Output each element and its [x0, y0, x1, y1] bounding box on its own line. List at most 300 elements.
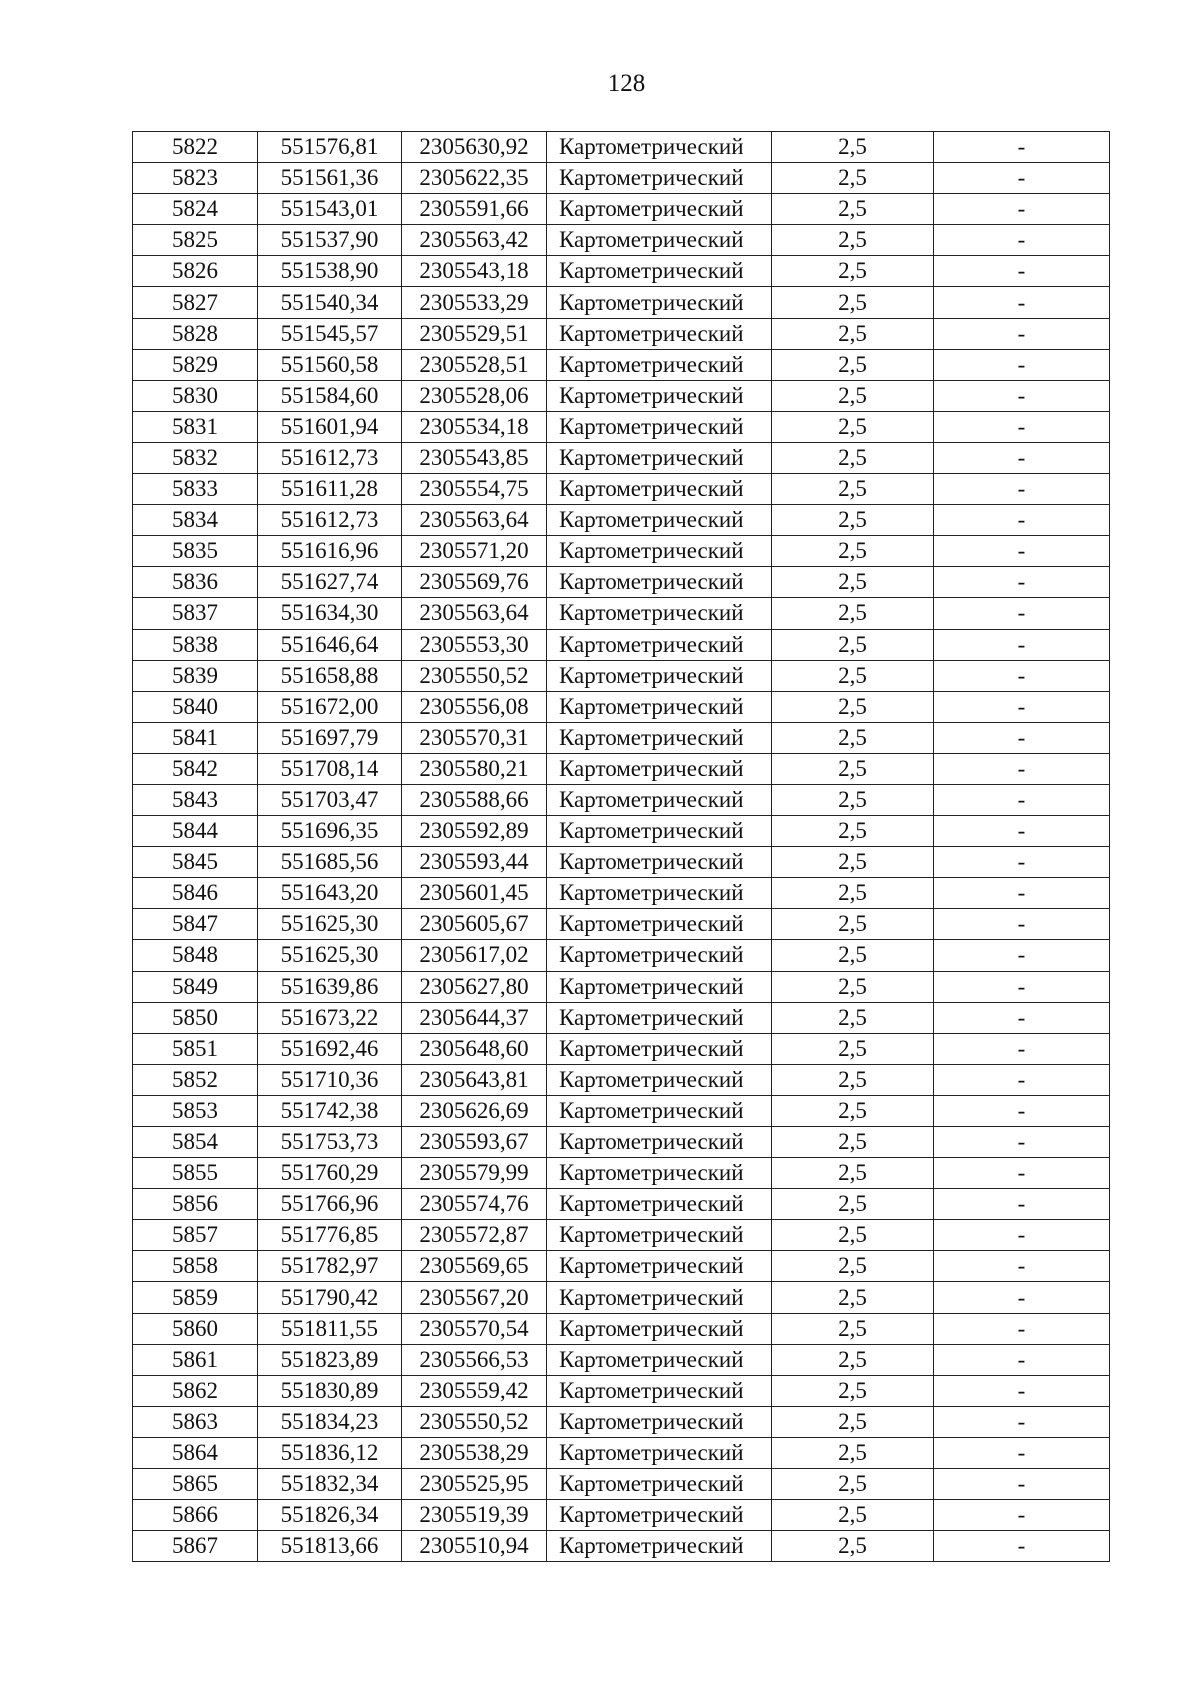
- method-cell: Картометрический: [547, 1220, 772, 1251]
- accuracy-cell: 2,5: [772, 847, 934, 878]
- y-coordinate-cell: 2305622,35: [402, 163, 547, 194]
- table-row: [133, 1189, 1110, 1220]
- point-number-cell: 5833: [133, 474, 258, 505]
- accuracy-cell: 2,5: [772, 163, 934, 194]
- note-cell: -: [934, 722, 1110, 753]
- accuracy-cell: 2,5: [772, 816, 934, 847]
- method-cell: Картометрический: [547, 1033, 772, 1064]
- y-coordinate-cell: 2305644,37: [402, 1002, 547, 1033]
- table-row: [133, 847, 1110, 878]
- accuracy-cell: 2,5: [772, 1189, 934, 1220]
- accuracy-cell: 2,5: [772, 1375, 934, 1406]
- x-coordinate-cell: 551703,47: [258, 784, 402, 815]
- point-number-cell: 5827: [133, 287, 258, 318]
- point-number-cell: 5855: [133, 1158, 258, 1189]
- x-coordinate-cell: 551612,73: [258, 442, 402, 473]
- point-number-cell: 5862: [133, 1375, 258, 1406]
- y-coordinate-cell: 2305525,95: [402, 1469, 547, 1500]
- point-number-cell: 5832: [133, 442, 258, 473]
- table-row: [133, 256, 1110, 287]
- note-cell: -: [934, 194, 1110, 225]
- y-coordinate-cell: 2305569,65: [402, 1251, 547, 1282]
- y-coordinate-cell: 2305566,53: [402, 1344, 547, 1375]
- y-coordinate-cell: 2305572,87: [402, 1220, 547, 1251]
- y-coordinate-cell: 2305538,29: [402, 1437, 547, 1468]
- note-cell: -: [934, 349, 1110, 380]
- accuracy-cell: 2,5: [772, 1344, 934, 1375]
- point-number-cell: 5831: [133, 411, 258, 442]
- x-coordinate-cell: 551811,55: [258, 1313, 402, 1344]
- table-row: [133, 1344, 1110, 1375]
- table-row: [133, 349, 1110, 380]
- x-coordinate-cell: 551543,01: [258, 194, 402, 225]
- x-coordinate-cell: 551538,90: [258, 256, 402, 287]
- x-coordinate-cell: 551782,97: [258, 1251, 402, 1282]
- accuracy-cell: 2,5: [772, 1531, 934, 1562]
- method-cell: Картометрический: [547, 256, 772, 287]
- method-cell: Картометрический: [547, 1313, 772, 1344]
- method-cell: Картометрический: [547, 971, 772, 1002]
- point-number-cell: 5834: [133, 505, 258, 536]
- point-number-cell: 5826: [133, 256, 258, 287]
- table-row: [133, 1469, 1110, 1500]
- note-cell: -: [934, 411, 1110, 442]
- table-row: [133, 753, 1110, 784]
- x-coordinate-cell: 551834,23: [258, 1406, 402, 1437]
- accuracy-cell: 2,5: [772, 318, 934, 349]
- point-number-cell: 5846: [133, 878, 258, 909]
- y-coordinate-cell: 2305563,64: [402, 505, 547, 536]
- y-coordinate-cell: 2305554,75: [402, 474, 547, 505]
- table-row: [133, 1251, 1110, 1282]
- note-cell: -: [934, 1406, 1110, 1437]
- accuracy-cell: 2,5: [772, 380, 934, 411]
- y-coordinate-cell: 2305528,51: [402, 349, 547, 380]
- table-row: [133, 505, 1110, 536]
- point-number-cell: 5845: [133, 847, 258, 878]
- note-cell: -: [934, 784, 1110, 815]
- y-coordinate-cell: 2305519,39: [402, 1500, 547, 1531]
- method-cell: Картометрический: [547, 1437, 772, 1468]
- x-coordinate-cell: 551685,56: [258, 847, 402, 878]
- table-row: [133, 784, 1110, 815]
- y-coordinate-cell: 2305528,06: [402, 380, 547, 411]
- accuracy-cell: 2,5: [772, 1282, 934, 1313]
- point-number-cell: 5851: [133, 1033, 258, 1064]
- point-number-cell: 5865: [133, 1469, 258, 1500]
- note-cell: -: [934, 1064, 1110, 1095]
- table-row: [133, 816, 1110, 847]
- method-cell: Картометрический: [547, 318, 772, 349]
- point-number-cell: 5853: [133, 1095, 258, 1126]
- table-row: [133, 287, 1110, 318]
- note-cell: -: [934, 1437, 1110, 1468]
- method-cell: Картометрический: [547, 722, 772, 753]
- x-coordinate-cell: 551639,86: [258, 971, 402, 1002]
- point-number-cell: 5829: [133, 349, 258, 380]
- x-coordinate-cell: 551545,57: [258, 318, 402, 349]
- method-cell: Картометрический: [547, 1002, 772, 1033]
- y-coordinate-cell: 2305593,67: [402, 1127, 547, 1158]
- point-number-cell: 5837: [133, 598, 258, 629]
- y-coordinate-cell: 2305617,02: [402, 940, 547, 971]
- method-cell: Картометрический: [547, 380, 772, 411]
- note-cell: -: [934, 1127, 1110, 1158]
- accuracy-cell: 2,5: [772, 225, 934, 256]
- y-coordinate-cell: 2305592,89: [402, 816, 547, 847]
- method-cell: Картометрический: [547, 1406, 772, 1437]
- table-row: [133, 318, 1110, 349]
- y-coordinate-cell: 2305630,92: [402, 132, 547, 163]
- y-coordinate-cell: 2305593,44: [402, 847, 547, 878]
- y-coordinate-cell: 2305550,52: [402, 660, 547, 691]
- y-coordinate-cell: 2305588,66: [402, 784, 547, 815]
- y-coordinate-cell: 2305563,64: [402, 598, 547, 629]
- point-number-cell: 5843: [133, 784, 258, 815]
- method-cell: Картометрический: [547, 1064, 772, 1095]
- accuracy-cell: 2,5: [772, 753, 934, 784]
- accuracy-cell: 2,5: [772, 784, 934, 815]
- note-cell: -: [934, 1282, 1110, 1313]
- y-coordinate-cell: 2305648,60: [402, 1033, 547, 1064]
- x-coordinate-cell: 551823,89: [258, 1344, 402, 1375]
- accuracy-cell: 2,5: [772, 536, 934, 567]
- point-number-cell: 5841: [133, 722, 258, 753]
- accuracy-cell: 2,5: [772, 442, 934, 473]
- y-coordinate-cell: 2305543,18: [402, 256, 547, 287]
- point-number-cell: 5842: [133, 753, 258, 784]
- point-number-cell: 5848: [133, 940, 258, 971]
- point-number-cell: 5838: [133, 629, 258, 660]
- table-row: [133, 225, 1110, 256]
- accuracy-cell: 2,5: [772, 971, 934, 1002]
- accuracy-cell: 2,5: [772, 1469, 934, 1500]
- accuracy-cell: 2,5: [772, 629, 934, 660]
- method-cell: Картометрический: [547, 1158, 772, 1189]
- x-coordinate-cell: 551627,74: [258, 567, 402, 598]
- accuracy-cell: 2,5: [772, 940, 934, 971]
- table-row: [133, 909, 1110, 940]
- y-coordinate-cell: 2305601,45: [402, 878, 547, 909]
- table-row: [133, 1500, 1110, 1531]
- point-number-cell: 5858: [133, 1251, 258, 1282]
- y-coordinate-cell: 2305579,99: [402, 1158, 547, 1189]
- x-coordinate-cell: 551560,58: [258, 349, 402, 380]
- note-cell: -: [934, 1189, 1110, 1220]
- accuracy-cell: 2,5: [772, 878, 934, 909]
- table-row: [133, 1406, 1110, 1437]
- y-coordinate-cell: 2305580,21: [402, 753, 547, 784]
- table-row: [133, 163, 1110, 194]
- x-coordinate-cell: 551646,64: [258, 629, 402, 660]
- note-cell: -: [934, 660, 1110, 691]
- method-cell: Картометрический: [547, 878, 772, 909]
- point-number-cell: 5823: [133, 163, 258, 194]
- table-row: [133, 1282, 1110, 1313]
- method-cell: Картометрический: [547, 1282, 772, 1313]
- y-coordinate-cell: 2305570,31: [402, 722, 547, 753]
- accuracy-cell: 2,5: [772, 1064, 934, 1095]
- method-cell: Картометрический: [547, 784, 772, 815]
- note-cell: -: [934, 1033, 1110, 1064]
- accuracy-cell: 2,5: [772, 1406, 934, 1437]
- accuracy-cell: 2,5: [772, 411, 934, 442]
- note-cell: -: [934, 753, 1110, 784]
- note-cell: -: [934, 225, 1110, 256]
- point-number-cell: 5840: [133, 691, 258, 722]
- table-row: [133, 442, 1110, 473]
- point-number-cell: 5824: [133, 194, 258, 225]
- x-coordinate-cell: 551696,35: [258, 816, 402, 847]
- y-coordinate-cell: 2305569,76: [402, 567, 547, 598]
- y-coordinate-cell: 2305591,66: [402, 194, 547, 225]
- y-coordinate-cell: 2305550,52: [402, 1406, 547, 1437]
- note-cell: -: [934, 567, 1110, 598]
- point-number-cell: 5867: [133, 1531, 258, 1562]
- accuracy-cell: 2,5: [772, 474, 934, 505]
- x-coordinate-cell: 551537,90: [258, 225, 402, 256]
- accuracy-cell: 2,5: [772, 1500, 934, 1531]
- accuracy-cell: 2,5: [772, 256, 934, 287]
- method-cell: Картометрический: [547, 1127, 772, 1158]
- accuracy-cell: 2,5: [772, 287, 934, 318]
- method-cell: Картометрический: [547, 163, 772, 194]
- note-cell: -: [934, 318, 1110, 349]
- x-coordinate-cell: 551760,29: [258, 1158, 402, 1189]
- note-cell: -: [934, 1002, 1110, 1033]
- point-number-cell: 5830: [133, 380, 258, 411]
- point-number-cell: 5835: [133, 536, 258, 567]
- accuracy-cell: 2,5: [772, 1127, 934, 1158]
- method-cell: Картометрический: [547, 909, 772, 940]
- point-number-cell: 5847: [133, 909, 258, 940]
- x-coordinate-cell: 551540,34: [258, 287, 402, 318]
- y-coordinate-cell: 2305627,80: [402, 971, 547, 1002]
- method-cell: Картометрический: [547, 847, 772, 878]
- x-coordinate-cell: 551611,28: [258, 474, 402, 505]
- note-cell: -: [934, 1344, 1110, 1375]
- x-coordinate-cell: 551616,96: [258, 536, 402, 567]
- method-cell: Картометрический: [547, 505, 772, 536]
- note-cell: -: [934, 847, 1110, 878]
- method-cell: Картометрический: [547, 536, 772, 567]
- y-coordinate-cell: 2305643,81: [402, 1064, 547, 1095]
- x-coordinate-cell: 551658,88: [258, 660, 402, 691]
- accuracy-cell: 2,5: [772, 1095, 934, 1126]
- method-cell: Картометрический: [547, 691, 772, 722]
- x-coordinate-cell: 551826,34: [258, 1500, 402, 1531]
- accuracy-cell: 2,5: [772, 722, 934, 753]
- method-cell: Картометрический: [547, 1095, 772, 1126]
- accuracy-cell: 2,5: [772, 660, 934, 691]
- accuracy-cell: 2,5: [772, 909, 934, 940]
- accuracy-cell: 2,5: [772, 132, 934, 163]
- x-coordinate-cell: 551776,85: [258, 1220, 402, 1251]
- x-coordinate-cell: 551576,81: [258, 132, 402, 163]
- y-coordinate-cell: 2305605,67: [402, 909, 547, 940]
- x-coordinate-cell: 551790,42: [258, 1282, 402, 1313]
- x-coordinate-cell: 551672,00: [258, 691, 402, 722]
- y-coordinate-cell: 2305543,85: [402, 442, 547, 473]
- table-row: [133, 1531, 1110, 1562]
- note-cell: -: [934, 971, 1110, 1002]
- note-cell: -: [934, 629, 1110, 660]
- note-cell: -: [934, 380, 1110, 411]
- coordinates-table: [132, 131, 1110, 1562]
- note-cell: -: [934, 474, 1110, 505]
- method-cell: Картометрический: [547, 132, 772, 163]
- x-coordinate-cell: 551625,30: [258, 940, 402, 971]
- note-cell: -: [934, 163, 1110, 194]
- table-row: [133, 722, 1110, 753]
- x-coordinate-cell: 551813,66: [258, 1531, 402, 1562]
- method-cell: Картометрический: [547, 660, 772, 691]
- method-cell: Картометрический: [547, 1469, 772, 1500]
- point-number-cell: 5836: [133, 567, 258, 598]
- note-cell: -: [934, 598, 1110, 629]
- accuracy-cell: 2,5: [772, 505, 934, 536]
- x-coordinate-cell: 551561,36: [258, 163, 402, 194]
- table-row: [133, 1033, 1110, 1064]
- y-coordinate-cell: 2305570,54: [402, 1313, 547, 1344]
- point-number-cell: 5856: [133, 1189, 258, 1220]
- accuracy-cell: 2,5: [772, 1313, 934, 1344]
- table-row: [133, 1313, 1110, 1344]
- note-cell: -: [934, 1313, 1110, 1344]
- y-coordinate-cell: 2305567,20: [402, 1282, 547, 1313]
- y-coordinate-cell: 2305571,20: [402, 536, 547, 567]
- note-cell: -: [934, 1500, 1110, 1531]
- table-row: [133, 971, 1110, 1002]
- note-cell: -: [934, 1469, 1110, 1500]
- table-row: [133, 1127, 1110, 1158]
- method-cell: Картометрический: [547, 1375, 772, 1406]
- note-cell: -: [934, 442, 1110, 473]
- x-coordinate-cell: 551692,46: [258, 1033, 402, 1064]
- note-cell: -: [934, 1095, 1110, 1126]
- x-coordinate-cell: 551708,14: [258, 753, 402, 784]
- x-coordinate-cell: 551742,38: [258, 1095, 402, 1126]
- accuracy-cell: 2,5: [772, 194, 934, 225]
- note-cell: -: [934, 1375, 1110, 1406]
- point-number-cell: 5825: [133, 225, 258, 256]
- method-cell: Картометрический: [547, 1500, 772, 1531]
- y-coordinate-cell: 2305553,30: [402, 629, 547, 660]
- x-coordinate-cell: 551584,60: [258, 380, 402, 411]
- y-coordinate-cell: 2305574,76: [402, 1189, 547, 1220]
- note-cell: -: [934, 940, 1110, 971]
- method-cell: Картометрический: [547, 1344, 772, 1375]
- table-row: [133, 1220, 1110, 1251]
- x-coordinate-cell: 551625,30: [258, 909, 402, 940]
- table-row: [133, 1064, 1110, 1095]
- method-cell: Картометрический: [547, 474, 772, 505]
- x-coordinate-cell: 551634,30: [258, 598, 402, 629]
- method-cell: Картометрический: [547, 442, 772, 473]
- y-coordinate-cell: 2305510,94: [402, 1531, 547, 1562]
- x-coordinate-cell: 551836,12: [258, 1437, 402, 1468]
- y-coordinate-cell: 2305556,08: [402, 691, 547, 722]
- method-cell: Картометрический: [547, 816, 772, 847]
- accuracy-cell: 2,5: [772, 1002, 934, 1033]
- table-row: [133, 474, 1110, 505]
- method-cell: Картометрический: [547, 629, 772, 660]
- note-cell: -: [934, 132, 1110, 163]
- table-row: [133, 132, 1110, 163]
- y-coordinate-cell: 2305563,42: [402, 225, 547, 256]
- y-coordinate-cell: 2305529,51: [402, 318, 547, 349]
- x-coordinate-cell: 551643,20: [258, 878, 402, 909]
- table-row: [133, 878, 1110, 909]
- table-row: [133, 629, 1110, 660]
- table-row: [133, 194, 1110, 225]
- accuracy-cell: 2,5: [772, 1251, 934, 1282]
- note-cell: -: [934, 1220, 1110, 1251]
- point-number-cell: 5859: [133, 1282, 258, 1313]
- note-cell: -: [934, 816, 1110, 847]
- y-coordinate-cell: 2305626,69: [402, 1095, 547, 1126]
- x-coordinate-cell: 551673,22: [258, 1002, 402, 1033]
- table-row: [133, 1375, 1110, 1406]
- note-cell: -: [934, 1158, 1110, 1189]
- table-row: [133, 411, 1110, 442]
- table-row: [133, 660, 1110, 691]
- accuracy-cell: 2,5: [772, 1437, 934, 1468]
- method-cell: Картометрический: [547, 194, 772, 225]
- note-cell: -: [934, 536, 1110, 567]
- point-number-cell: 5850: [133, 1002, 258, 1033]
- point-number-cell: 5849: [133, 971, 258, 1002]
- accuracy-cell: 2,5: [772, 567, 934, 598]
- y-coordinate-cell: 2305533,29: [402, 287, 547, 318]
- note-cell: -: [934, 878, 1110, 909]
- point-number-cell: 5857: [133, 1220, 258, 1251]
- accuracy-cell: 2,5: [772, 349, 934, 380]
- point-number-cell: 5863: [133, 1406, 258, 1437]
- x-coordinate-cell: 551766,96: [258, 1189, 402, 1220]
- table-row: [133, 1437, 1110, 1468]
- point-number-cell: 5860: [133, 1313, 258, 1344]
- note-cell: -: [934, 691, 1110, 722]
- method-cell: Картометрический: [547, 1251, 772, 1282]
- accuracy-cell: 2,5: [772, 1033, 934, 1064]
- point-number-cell: 5844: [133, 816, 258, 847]
- table-row: [133, 567, 1110, 598]
- x-coordinate-cell: 551697,79: [258, 722, 402, 753]
- point-number-cell: 5861: [133, 1344, 258, 1375]
- note-cell: -: [934, 1531, 1110, 1562]
- note-cell: -: [934, 505, 1110, 536]
- method-cell: Картометрический: [547, 349, 772, 380]
- point-number-cell: 5852: [133, 1064, 258, 1095]
- y-coordinate-cell: 2305559,42: [402, 1375, 547, 1406]
- table-row: [133, 380, 1110, 411]
- x-coordinate-cell: 551601,94: [258, 411, 402, 442]
- point-number-cell: 5864: [133, 1437, 258, 1468]
- method-cell: Картометрический: [547, 411, 772, 442]
- point-number-cell: 5854: [133, 1127, 258, 1158]
- method-cell: Картометрический: [547, 598, 772, 629]
- y-coordinate-cell: 2305534,18: [402, 411, 547, 442]
- table-row: [133, 940, 1110, 971]
- accuracy-cell: 2,5: [772, 1220, 934, 1251]
- method-cell: Картометрический: [547, 567, 772, 598]
- point-number-cell: 5839: [133, 660, 258, 691]
- note-cell: -: [934, 287, 1110, 318]
- method-cell: Картометрический: [547, 753, 772, 784]
- x-coordinate-cell: 551832,34: [258, 1469, 402, 1500]
- point-number-cell: 5828: [133, 318, 258, 349]
